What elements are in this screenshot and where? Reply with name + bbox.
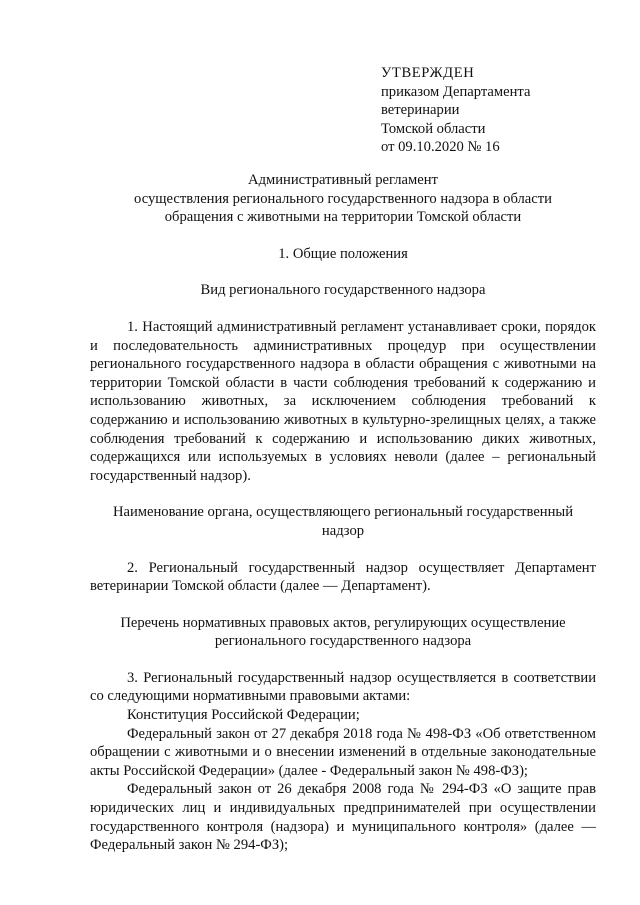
approval-stamp — [381, 64, 611, 157]
legal-act-law-498: Федеральный закон от 27 декабря 2018 года № 498-ФЗ «Об ответственном обращении с животными и о внесении изменений в отдельные законодательные акты Российской Федерации» (далее - Федеральный закон № 498-ФЗ); — [90, 725, 596, 779]
paragraph-3: 3. Региональный государственный надзор осуществляется в соответствии со следующими нормативными правовыми актами: — [90, 669, 596, 705]
paragraph-1-block — [90, 318, 596, 485]
section-heading: 1. Общие положения — [278, 245, 408, 262]
subheading-supervising-body-line-1: Наименование органа, осуществляющего региональный государственный — [112, 504, 574, 521]
approval-line-department: ветеринарии — [381, 102, 460, 119]
document-title-line-1: Административный регламент — [248, 172, 438, 188]
approval-title: УТВЕРЖДЕН — [381, 65, 475, 81]
approval-line-region: Томской области — [381, 120, 486, 137]
approval-line-order: приказом Департамента — [381, 83, 531, 100]
subheading-supervising-body — [90, 503, 596, 540]
paragraph-2-block — [90, 559, 596, 596]
subheading-legal-acts-line-2: регионального государственного надзора — [214, 633, 472, 650]
document-title — [90, 171, 596, 227]
paragraph-1: 1. Настоящий административный регламент устанавливает сроки, порядок и последовательность административных процедур при осуществлении регионального государственного надзора в области обращения с животными на территории Томской области в части соблюдения требований к содержанию и использованию животных, за исключением соблюдения требований к содержанию и использованию животных в культурно-зрелищных целях, а также соблюдения требований к содержанию и использованию диких животных, содержащихся или используемых в условиях неволи (далее – региональный государственный надзор). — [90, 318, 596, 484]
legal-act-constitution: Конституция Российской Федерации; — [127, 707, 360, 724]
document-title-line-2: осуществления регионального государственного надзора в области — [134, 190, 552, 207]
subheading-legal-acts — [90, 614, 596, 651]
paragraph-2: 2. Региональный государственный надзор осуществляет Департамент ветеринарии Томской области (далее — Департамент). — [90, 559, 596, 595]
subheading-supervising-body-line-2: надзор — [321, 522, 365, 539]
document-body — [90, 171, 596, 855]
document-title-line-3: обращения с животными на территории Томской области — [164, 209, 522, 226]
legal-act-law-294: Федеральный закон от 26 декабря 2008 года № 294-ФЗ «О защите прав юридических лиц и индивидуальных предпринимателей при осуществлении государственного контроля (надзора) и муниципального контроля» (далее — Федеральный закон № 294-ФЗ); — [90, 781, 596, 854]
approval-line-date: от 09.10.2020 № 16 — [381, 139, 500, 156]
subheading-supervision-type: Вид регионального государственного надзора — [200, 282, 486, 299]
subheading-legal-acts-line-1: Перечень нормативных правовых актов, регулирующих осуществление — [120, 614, 566, 631]
